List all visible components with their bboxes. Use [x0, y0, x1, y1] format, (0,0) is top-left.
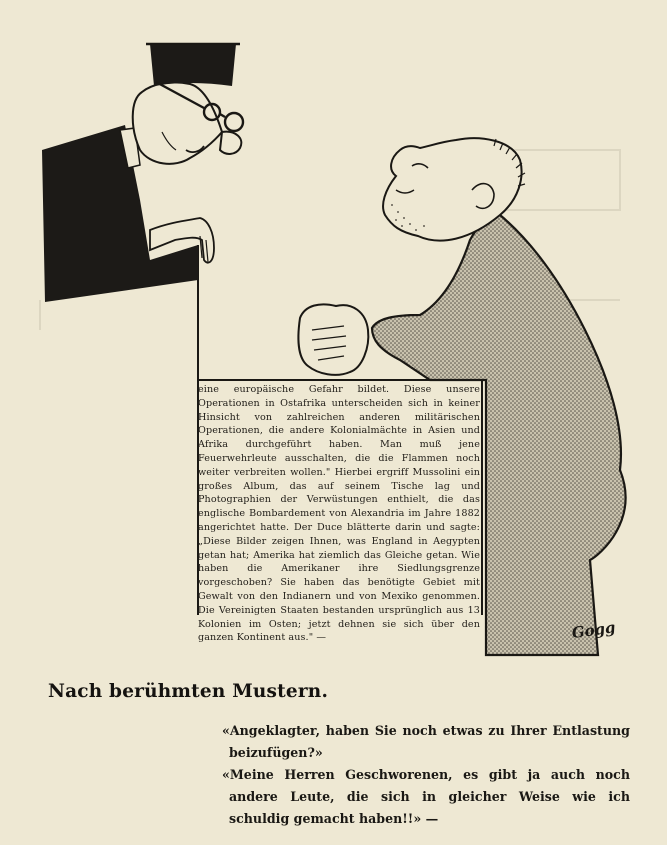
judge-figure [42, 44, 243, 302]
defendant-hands [298, 304, 368, 375]
artist-signature: Gogg [570, 618, 617, 643]
cartoon-title: Nach berühmten Mustern. [48, 681, 329, 702]
cartoon-caption [222, 720, 630, 830]
caption-line-judge: «Angeklagter, haben Sie noch etwas zu Ihrer Entlastung beizufügen?» [222, 723, 630, 760]
caption-line-defendant: «Meine Herren Geschworenen, es gibt ja auch noch andere Leute, die sich in gleicher Weise wie ich schuldig gemacht haben!!» — [222, 767, 630, 826]
judge-cap [150, 44, 236, 86]
newspaper-clipping: eine europäische Gefahr bildet. Diese unsere Operationen in Ostafrika unterscheiden sich in keiner Hinsicht von zahlreichen anderen militärischen Operationen, die andere Kolonialmächte in Asien und Afrika durchgeführt haben. Man muß jene Feuerwehrleute ausschalten, die die Flammen noch weiter verbreiten wollen." Hierbei ergriff Mussolini ein großes Album, das auf seinem Tische lag und Photographien der Verwüstungen enthielt, die das englische Bombardement von Alexandria im Jahre 1882 angerichtet hatte. Der Duce blätterte darin und sagte: „Diese Bilder zeigen Ihnen, was England in Aegypten getan hat; Amerika hat ziemlich das Gleiche getan. Wie haben die Amerikaner ihre Siedlungsgrenze vorgeschoben? Sie haben das benötigte Gebiet mit Gewalt von den Indianern und von Mexiko genommen. Die Vereinigten Staaten bestanden ursprünglich aus 13 Kolonien im Osten; jetzt dehnen sie sich über den ganzen Kontinent aus." — [198, 384, 480, 644]
